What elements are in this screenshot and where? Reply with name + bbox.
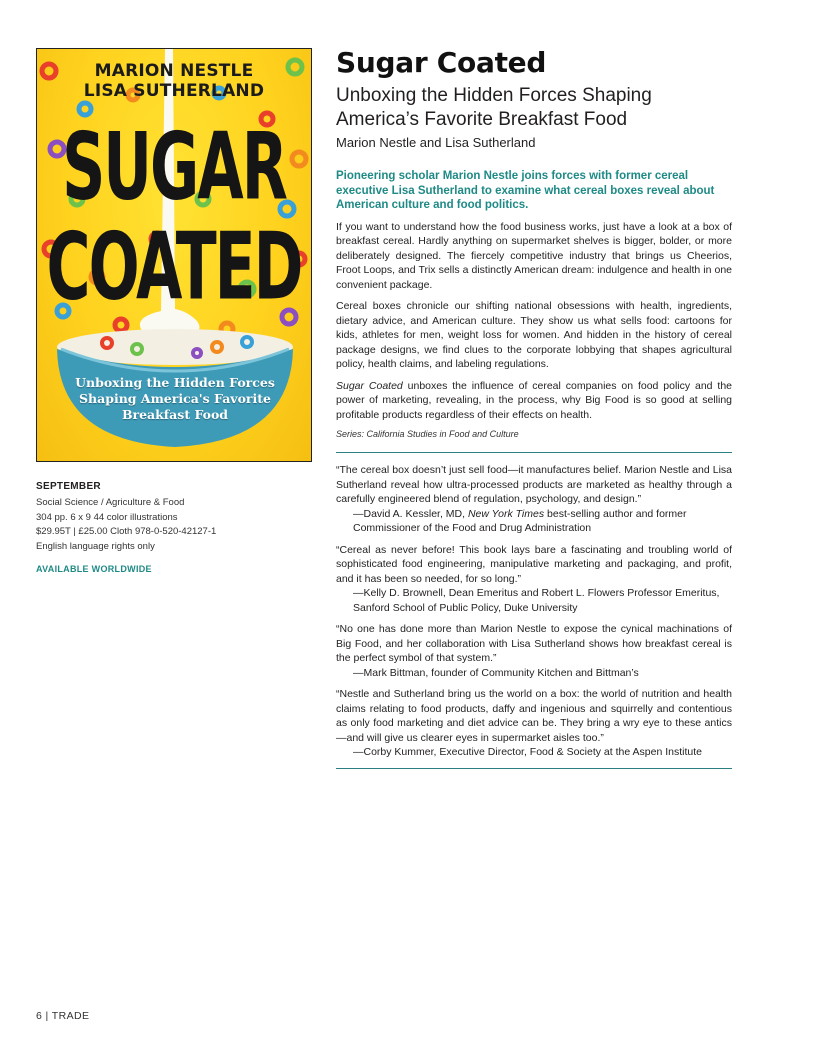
detail-category: Social Science / Agriculture & Food xyxy=(36,497,185,508)
pub-month: SEPTEMBER xyxy=(36,481,101,492)
book-cover xyxy=(36,48,312,462)
cover-title-line-1: SUGAR xyxy=(62,113,286,222)
cover-subtitle-line-2: Shaping America's Favorite xyxy=(79,391,271,406)
attribution-italic: New York Times xyxy=(467,507,545,520)
cover-subtitle-line-1: Unboxing the Hidden Forces xyxy=(75,375,275,390)
blurb-attribution: —Mark Bittman, founder of Community Kitchen and Bittman’s xyxy=(353,666,639,679)
blurb-attribution xyxy=(336,507,732,536)
book-details xyxy=(36,481,306,574)
attribution-part: —David A. Kessler, MD, xyxy=(353,507,468,520)
description-paragraph-1: If you want to understand how the food business works, just have a look at a box of breakfast cereal. Hardly anything on supermarket shelves is bigger, bolder, or more deliberately designed. The fiercely competitive industry that brings us Cheerios, Froot Loops, and Trix sells a distinctly American dream: indulgence and health in one convenient package. xyxy=(336,220,732,291)
divider-top xyxy=(336,452,732,453)
detail-rights: English language rights only xyxy=(36,540,155,552)
description-paragraph-2: Cereal boxes chronicle our shifting national obsessions with health, ingredients, dietary advice, and American culture. They show us what sells food: cartoons for kids, athletes for men, weight loss for women. And hidden in the history of cereal package designs, we find clues to the corporate lobbying that shapes agricultural policy, health claims, and labeling regulations. xyxy=(336,300,732,370)
cover-title-line-2: COATED xyxy=(46,213,302,322)
book-title: Sugar Coated xyxy=(336,46,547,79)
blurb-text: “The cereal box doesn’t just sell food—it manufactures belief. Marion Nestle and Lisa Sutherland reveal how ultra-processed products are marketed as healthy through a carefully engineered blend of regulation, psychology, and design.” xyxy=(336,464,732,505)
lead-summary: Pioneering scholar Marion Nestle joins forces with former cereal executive Lisa Sutherland to examine what cereal boxes reveal about American culture and food politics. xyxy=(336,170,715,211)
book-subtitle: Unboxing the Hidden Forces Shaping America’s Favorite Breakfast Food xyxy=(336,85,652,130)
book-description xyxy=(336,46,732,779)
cover-subtitle-line-3: Breakfast Food xyxy=(121,407,229,422)
detail-format: 304 pp. 6 x 9 44 color illustrations xyxy=(36,511,178,523)
blurb-3 xyxy=(336,622,732,680)
blurb-text: “Nestle and Sutherland bring us the world on a box: the world of nutrition and health claims relating to food products, daffy and ingenious and squirrelly and contentious as only food marketing and diet advice can be. They bring a wry eye to these antics—and will give us clearer eyes in supermarket aisles too.” xyxy=(336,688,732,744)
blurb-2 xyxy=(336,543,732,616)
attribution-part: best-selling author and former Commissioner of the Food and Drug Administration xyxy=(353,507,687,534)
paragraph-3-text: unboxes the influence of cereal companies on food policy and the power of marketing, revealing, in the process, why Big Food is so good at selling profitable products regardless of their effects on health. xyxy=(336,379,733,421)
blurb-attribution: —Kelly D. Brownell, Dean Emeritus and Robert L. Flowers Professor Emeritus, Sanford School of Public Policy, Duke University xyxy=(353,587,720,614)
page-footer: 6 | TRADE xyxy=(36,1010,90,1022)
blurb-text: “Cereal as never before! This book lays bare a fascinating and troubling world of sophisticated food engineering, manipulative marketing and packaging, and profit, and it has been so needed, for so long.” xyxy=(336,543,732,585)
cover-author-1: MARION NESTLE xyxy=(94,61,254,81)
detail-price-isbn: $29.95T | £25.00 Cloth 978-0-520-42127-1 xyxy=(36,526,217,537)
blurb-attribution: —Corby Kummer, Executive Director, Food & Society at the Aspen Institute xyxy=(353,746,702,758)
divider-bottom xyxy=(336,768,732,769)
series-note: Series: California Studies in Food and Culture xyxy=(336,429,519,439)
description-paragraph-3 xyxy=(336,379,732,423)
book-authors: Marion Nestle and Lisa Sutherland xyxy=(336,135,536,150)
blurb-1 xyxy=(336,463,732,536)
availability: AVAILABLE WORLDWIDE xyxy=(36,564,152,574)
cover-author-2: LISA SUTHERLAND xyxy=(83,81,265,101)
blurb-4 xyxy=(336,687,732,760)
book-title-italic: Sugar Coated xyxy=(336,379,403,392)
blurb-text: “No one has done more than Marion Nestle to expose the cynical machinations of Big Food, and her collaboration with Lisa Sutherland shows how breakfast cereal is the perfect symbol of that system.” xyxy=(336,623,732,664)
